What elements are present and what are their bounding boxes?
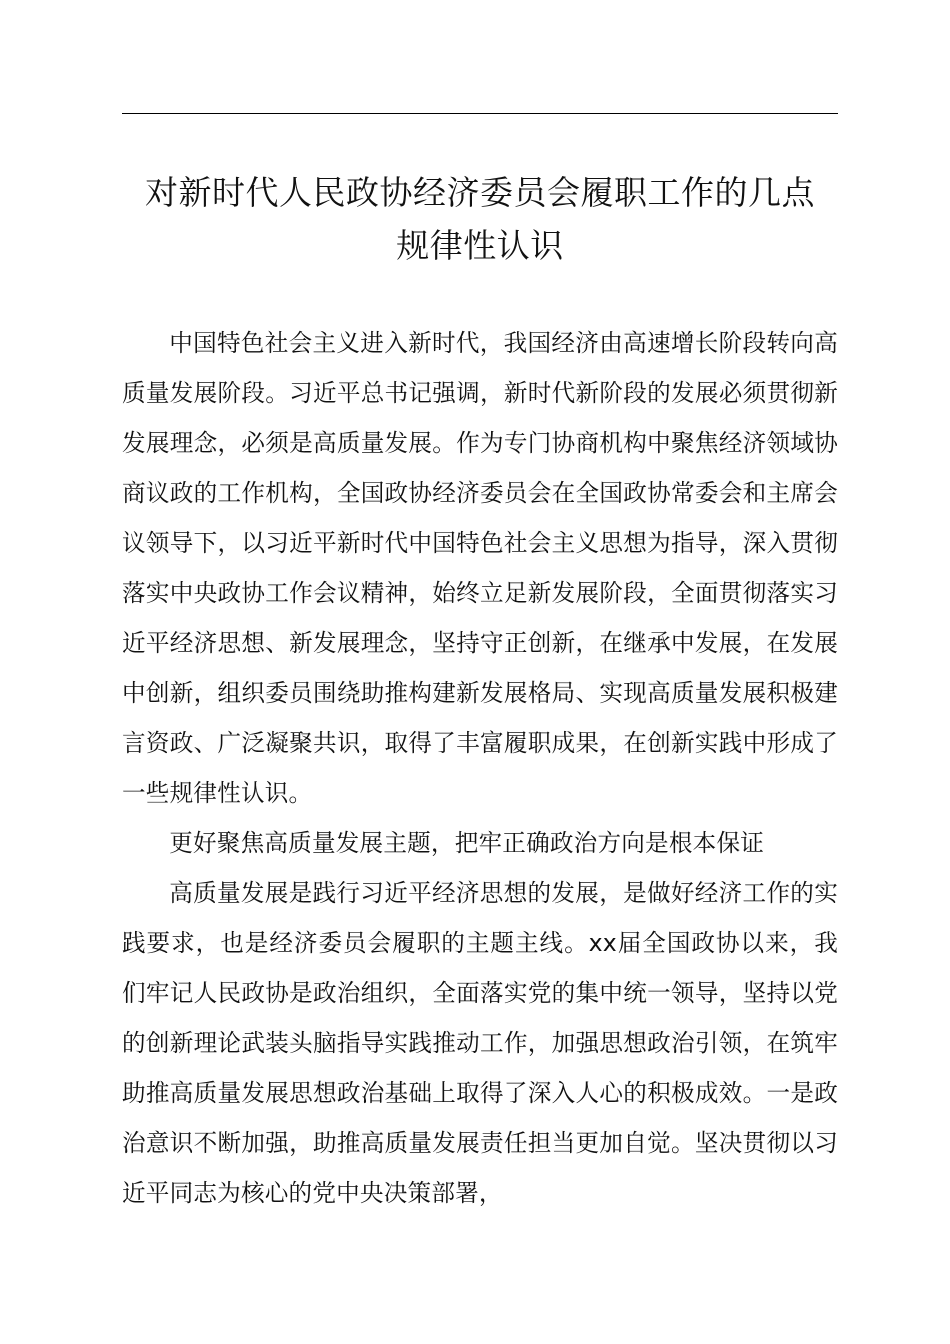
document-title bbox=[122, 166, 838, 272]
section-heading: 更好聚焦高质量发展主题，把牢正确政治方向是根本保证 bbox=[169, 829, 765, 857]
paragraph-intro: 中国特色社会主义进入新时代，我国经济由高速增长阶段转向高质量发展阶段。习近平总书记强调，新时代新阶段的发展必须贯彻新发展理念，必须是高质量发展。作为专门协商机构中聚焦经济领域协商议政的工作机构，全国政协经济委员会在全国政协常委会和主席会议领导下，以习近平新时代中国特色社会主义思想为指导，深入贯彻落实中央政协工作会议精神，始终立足新发展阶段，全面贯彻落实习近平经济思想、新发展理念，坚持守正创新，在继承中发展，在发展中创新，组织委员围绕助推构建新发展格局、实现高质量发展积极建言资政、广泛凝聚共识，取得了丰富履职成果，在创新实践中形成了一些规律性认识。 bbox=[122, 329, 838, 807]
title-line-2: 规律性认识 bbox=[396, 226, 564, 265]
title-line-1: 对新时代人民政协经济委员会履职工作的几点 bbox=[145, 173, 815, 212]
paragraph-section-1: 高质量发展是践行习近平经济思想的发展，是做好经济工作的实践要求，也是经济委员会履职的主题主线。xx届全国政协以来，我们牢记人民政协是政治组织，全面落实党的集中统一领导，坚持以党的创新理论武装头脑指导实践推动工作，加强思想政治引领，在筑牢助推高质量发展思想政治基础上取得了深入人心的积极成效。一是政治意识不断加强，助推高质量发展责任担当更加自觉。坚决贯彻以习近平同志为核心的党中央决策部署， bbox=[122, 879, 838, 1207]
header-rule bbox=[122, 113, 838, 114]
document-body bbox=[122, 318, 838, 1218]
